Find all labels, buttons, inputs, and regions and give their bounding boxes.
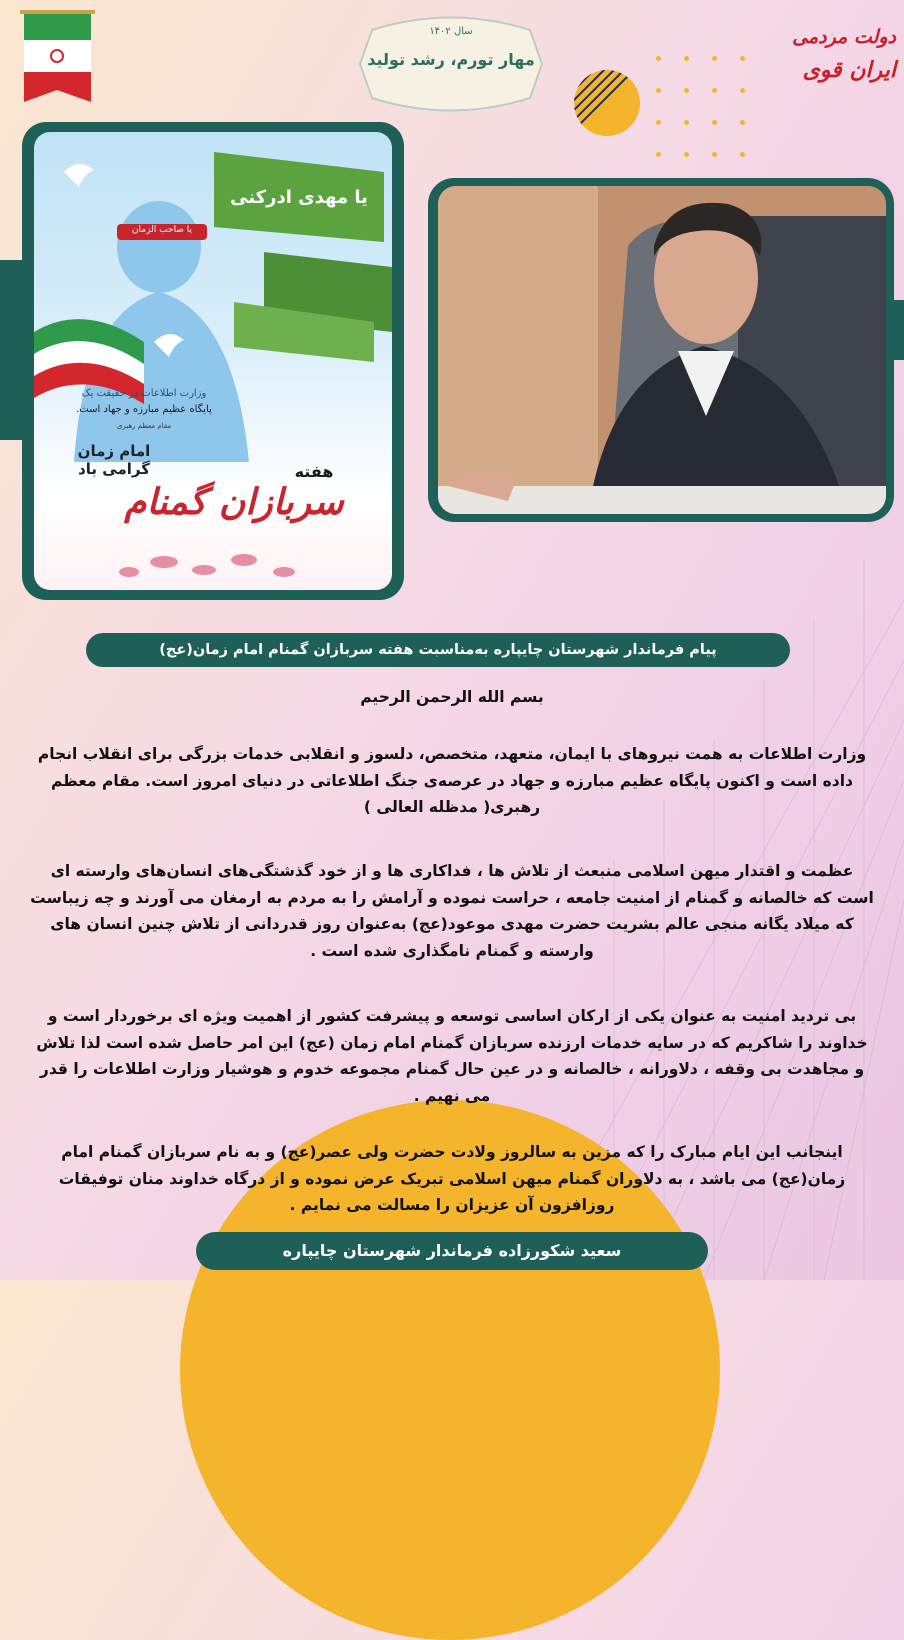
logo-line2: ایران قوی (802, 58, 896, 83)
official-portrait-photo (438, 186, 886, 514)
signature-pill: سعید شکورزاده فرماندار شهرستان چایپاره (196, 1232, 708, 1270)
slogan-year: سال ۱۴۰۲ (429, 26, 473, 37)
iran-flag-icon (20, 10, 95, 110)
poster-week-label: هفته (294, 462, 334, 481)
poster-image (34, 132, 392, 590)
decorative-dot-grid (656, 56, 756, 166)
paragraph-2: عظمت و اقتدار میهن اسلامی منبعث از تلاش ها ، فداکاری ها و از خود گذشتگی‌های انسان‌های وارسته ای است که خالصانه و گمنام از امنیت جامعه ، حراست نموده و آرامش را به مردم به ارمغان می آورند و چه زیباست که میلاد یگانه منجی عالم بشریت حضرت مهدی موعود(عج) به‌عنوان روز قدردانی از تلاش چنین انسان های وارسته و گمنام نامگذاری شده است . (30, 862, 874, 960)
poster-banner-text: یا مهدی ادرکنی (230, 187, 368, 208)
logo-line1: دولت مردمی (792, 26, 896, 48)
bismillah-line: بسم الله الرحمن الرحیم (360, 688, 544, 706)
poster-subtitle: امام زمان گرامی باد (77, 442, 151, 478)
paragraph-3: بی تردید امنیت به عنوان یکی از ارکان اساسی توسعه و پیشرفت کشور از اهمیت ویژه ای برخوردار است و خداوند را شاکریم که در سایه خدمات ارزنده سربازان گمنام امام زمان (عج) این امر حاصل شده است لذا تلاش و مجاهدت بی وقفه ، دلاورانه ، خالصانه و در عین حال گمنام مجموعه خدوم و هوشیار وزارت اطلاعات را قدر می نهیم . (36, 1007, 868, 1105)
poster-quote-line2: پایگاه عظیم مبارزه و جهاد است. (76, 404, 212, 415)
government-logo (786, 6, 896, 116)
message-title: پیام فرماندار شهرستان چایپاره به‌مناسبت هفته سربازان گمنام امام زمان(عج) (86, 633, 790, 667)
paragraph-4: اینجانب این ایام مبارک را که مزین به سالروز ولادت حضرت ولی عصر(عج) و به نام سربازان گمنام امام زمان(عج) می باشد ، به دلاوران گمنام میهن اسلامی تبریک عرض نموده و از درگاه خداوند منان توفیقات روزافزون آن عزیزان را مسالت می نمایم . (58, 1143, 846, 1214)
poster-main-title: سربازان گمنام (124, 482, 344, 523)
poster-headband-text: یا صاحب الزمان (131, 225, 193, 235)
slogan-badge (352, 10, 550, 118)
slogan-text: مهار تورم، رشد تولید (367, 50, 535, 69)
paragraph-1: وزارت اطلاعات به همت نیروهای با ایمان، متعهد، متخصص، دلسوز و انقلابی خدمات بزرگی برای انقلاب انجام داده است و اکنون پایگاه عظیم مبارزه و جهاد در عرصه‌ی جنگ اطلاعاتی در دنیای امروز است. مقام معظم رهبری( مدظله العالی ) (37, 745, 867, 816)
decorative-striped-circle (574, 70, 640, 136)
poster-quote-author: مقام معظم رهبری (116, 422, 172, 430)
poster-quote-line1: وزارت اطلاعات در حقیقت یک (81, 388, 207, 399)
